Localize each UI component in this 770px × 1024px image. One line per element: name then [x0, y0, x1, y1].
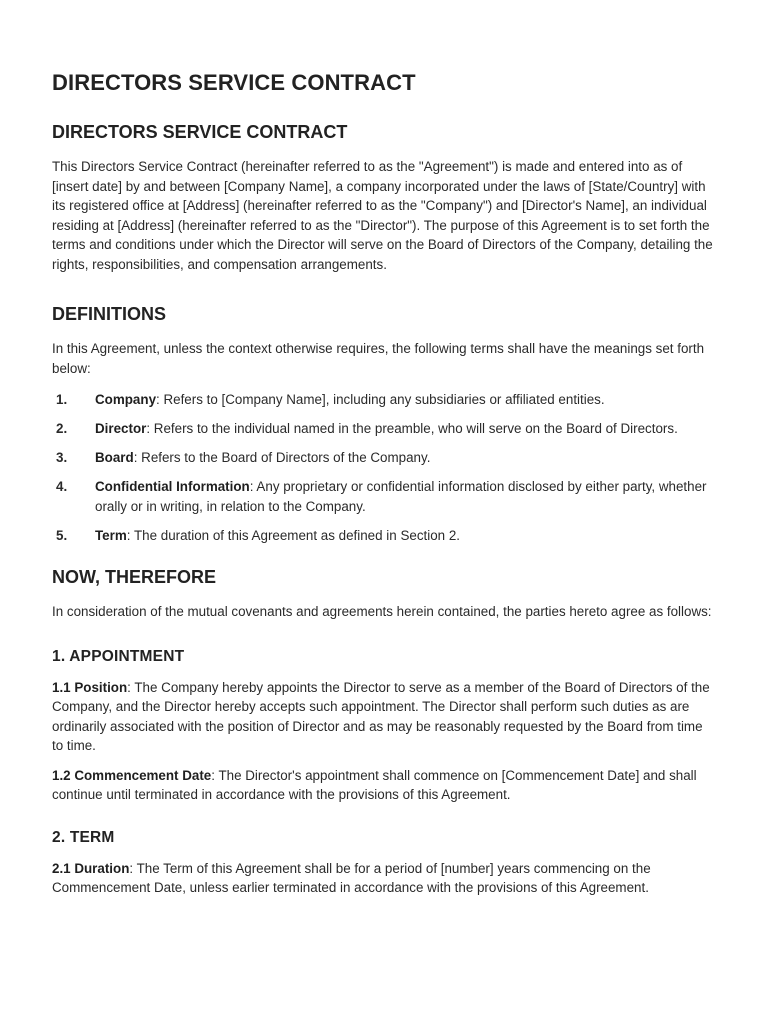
clause-text: : The Company hereby appoints the Director to serve as a member of the Board of Directors of the Company, and the Director hereby accepts such appointment. The Director shall perform such duties as are ordinarily associated with the position of Director and as may be reasonably requested by the Board from time to time. [52, 679, 710, 753]
definition-term: Term [95, 527, 127, 543]
document-title: DIRECTORS SERVICE CONTRACT [52, 70, 416, 95]
definition-item [52, 419, 714, 439]
clause-label: 1.2 Commencement Date [52, 767, 212, 783]
clause-text: : The Director's appointment shall commence on [Commencement Date] and shall continue until terminated in accordance with the provisions of this Agreement. [52, 767, 697, 802]
definitions-lead: In this Agreement, unless the context otherwise requires, the following terms shall have the meanings set forth below: [52, 341, 705, 376]
clause-2-1 [52, 859, 714, 898]
now-therefore-heading: NOW, THEREFORE [52, 567, 217, 587]
clause-1-1 [52, 678, 714, 756]
definition-term: Company [95, 392, 157, 407]
definition-text: : Refers to the individual named in the preamble, who will serve on the Board of Directors. [146, 421, 678, 436]
definition-text: : The duration of this Agreement as defined in Section 2. [126, 527, 460, 543]
appointment-heading: 1. APPOINTMENT [52, 647, 185, 665]
clause-label: 1.1 Position [52, 679, 128, 695]
definition-number: 5. [56, 527, 68, 543]
definition-term: Confidential Information [95, 479, 250, 494]
definition-item [52, 477, 714, 516]
section-title: DIRECTORS SERVICE CONTRACT [52, 122, 348, 142]
definition-term: Board [95, 450, 134, 465]
definition-text: : Refers to the Board of Directors of the Company. [133, 450, 431, 465]
definitions-heading: DEFINITIONS [52, 304, 167, 324]
term-heading: 2. TERM [52, 828, 115, 846]
definition-item [52, 526, 714, 546]
clause-1-2 [52, 766, 714, 805]
definition-number: 3. [56, 450, 68, 465]
definition-text: : Refers to [Company Name], including any subsidiaries or affiliated entities. [156, 392, 605, 407]
definition-item [52, 448, 714, 468]
definition-number: 2. [56, 421, 68, 436]
now-therefore-text: In consideration of the mutual covenants and agreements herein contained, the parties hereto agree as follows: [52, 604, 712, 619]
clause-text: : The Term of this Agreement shall be for a period of [number] years commencing on the Commencement Date, unless earlier terminated in accordance with the provisions of this Agreement. [52, 860, 651, 895]
definition-term: Director [95, 421, 147, 436]
definition-text: : Any proprietary or confidential information disclosed by either party, whether orally or in writing, in relation to the Company. [95, 479, 707, 514]
definition-number: 1. [56, 392, 68, 407]
clause-label: 2.1 Duration [52, 860, 130, 876]
definition-item [52, 390, 714, 410]
intro-paragraph: This Directors Service Contract (hereinafter referred to as the "Agreement") is made and entered into as of [insert date] by and between [Company Name], a company incorporated under the laws of [State/Country] with its registered office at [Address] (hereinafter referred to as the "Company") and [Director's Name], an individual residing at [Address] (hereinafter referred to as the "Director"). The purpose of this Agreement is to set forth the terms and conditions under which the Director will serve on the Board of Directors of the Company, detailing the rights, responsibilities, and compensation arrangements. [52, 159, 713, 272]
definition-number: 4. [56, 479, 68, 494]
definitions-list [52, 390, 714, 545]
